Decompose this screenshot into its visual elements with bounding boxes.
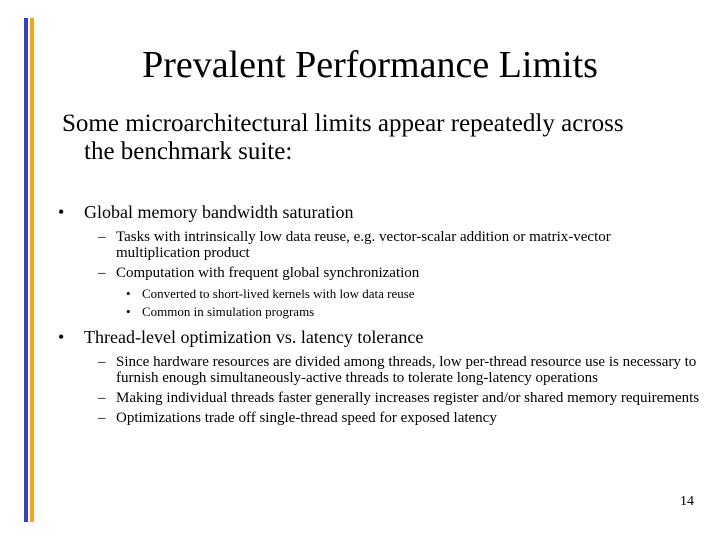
bullet-list: [58, 202, 708, 426]
dash-marker: –: [98, 229, 106, 245]
sub-bullet-item: [98, 354, 708, 386]
sub-bullet-text: Tasks with intrinsically low data reuse, e.g. vector-scalar addition or matrix-vector multiplication product: [116, 229, 611, 261]
sub-bullet-item: [98, 410, 708, 426]
left-accent-bar-blue: [24, 18, 28, 522]
sub-bullet-item: [98, 265, 708, 281]
bullet-marker: •: [58, 202, 65, 222]
dash-marker: –: [98, 390, 106, 406]
dash-marker: –: [98, 410, 106, 426]
intro-text: [62, 110, 702, 166]
sub-bullet-item: [98, 390, 708, 406]
sub-bullet-item: [98, 229, 708, 261]
sub-bullet-text: Optimizations trade off single-thread speed for exposed latency: [116, 410, 497, 426]
left-accent-bar-gold: [30, 18, 34, 522]
sub-sub-bullet-item: [126, 303, 708, 321]
sub-bullet-text: Computation with frequent global synchronization: [116, 265, 420, 281]
dash-marker: –: [98, 265, 106, 281]
page-number: 14: [680, 494, 694, 509]
bullet-marker: •: [126, 304, 131, 319]
slide-title: Prevalent Performance Limits: [142, 44, 598, 86]
sub-sub-bullet-text: Common in simulation programs: [142, 304, 315, 319]
sub-sub-bullet-text: Converted to short-lived kernels with low data reuse: [142, 286, 415, 301]
sub-sub-bullet-item: [126, 285, 708, 303]
bullet-text: Global memory bandwidth saturation: [84, 202, 354, 222]
bullet-marker: •: [58, 327, 65, 347]
bullet-item: [58, 202, 708, 223]
sub-bullet-text: Making individual threads faster generally increases register and/or shared memory requirements: [116, 390, 700, 406]
intro-line-1: Some microarchitectural limits appear repeatedly across: [62, 110, 624, 137]
bullet-marker: •: [126, 286, 131, 301]
bullet-text: Thread-level optimization vs. latency tolerance: [84, 327, 424, 347]
dash-marker: –: [98, 354, 106, 370]
sub-bullet-text: Since hardware resources are divided among threads, low per-thread resource use is necessary to furnish enough simultaneously-active threads to tolerate long-latency operations: [116, 354, 697, 386]
bullet-item: [58, 327, 708, 348]
intro-line-2: the benchmark suite:: [84, 138, 293, 165]
